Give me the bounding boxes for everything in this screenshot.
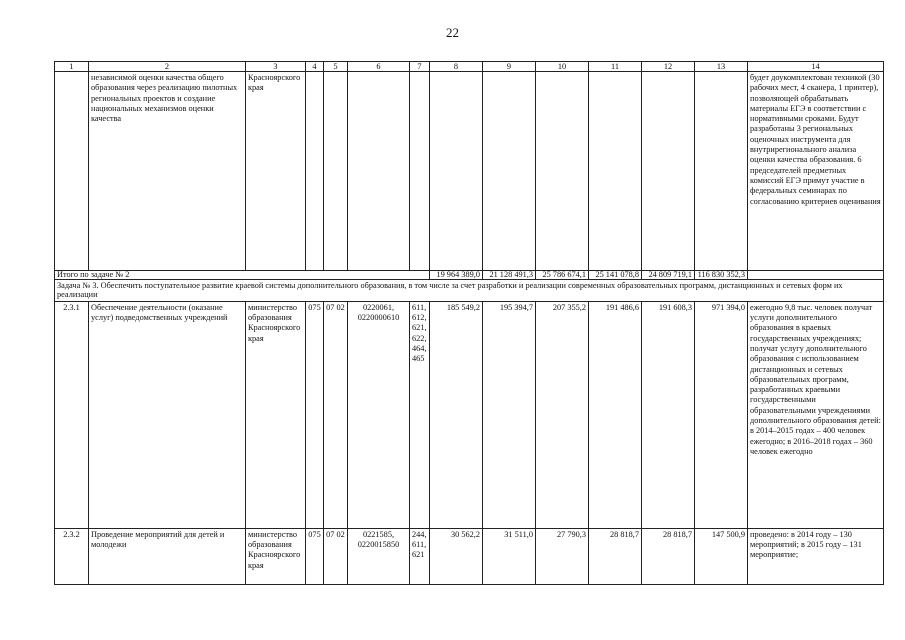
vr-code-line: 622, bbox=[412, 333, 427, 343]
vr-code-line: 621, bbox=[412, 323, 427, 333]
column-number: 9 bbox=[483, 62, 536, 72]
expected-result: проведено: в 2014 году – 130 мероприятий; в 2015 году – 131 мероприятие; bbox=[748, 528, 884, 584]
cell-empty bbox=[410, 72, 430, 271]
csr-code-line: 0220000610 bbox=[357, 313, 400, 323]
expected-result: будет доукомплектован техникой (30 рабочих мест, 4 сканера, 1 принтер), позволяющей обрабатывать материалы ЕГЭ в соответствии с нормативными сроками. Будут разработаны 3 региональных оценочных инструмента для внутрирегионального анализа оценки качества образования. 6 председателей предметных комиссий ЕГЭ примут участие в федеральных семинарах по согласованию критериев оценивания bbox=[748, 72, 884, 271]
column-number: 11 bbox=[589, 62, 642, 72]
column-number: 14 bbox=[748, 62, 884, 72]
vr-code bbox=[410, 301, 430, 528]
amount: 30 562,2 bbox=[430, 528, 483, 584]
vr-code-line: 244, bbox=[412, 529, 427, 539]
amount-total: 971 394,0 bbox=[695, 301, 748, 528]
cell-empty bbox=[324, 72, 348, 271]
amount-total: 147 500,9 bbox=[695, 528, 748, 584]
executor: Красноярского края bbox=[246, 72, 306, 271]
csr-code-line: 0221585, bbox=[362, 529, 395, 539]
row-number: 2.3.1 bbox=[55, 301, 89, 528]
vr-code-line: 611, bbox=[412, 540, 427, 550]
total-value: 24 809 719,1 bbox=[642, 271, 695, 280]
amount: 191 608,3 bbox=[642, 301, 695, 528]
column-number: 13 bbox=[695, 62, 748, 72]
total-value: 21 128 491,3 bbox=[483, 271, 536, 280]
column-number: 5 bbox=[324, 62, 348, 72]
cell-empty bbox=[483, 72, 536, 271]
total-value: 116 830 352,3 bbox=[695, 271, 748, 280]
measure-name: независимой оценки качества общего образования через реализацию пилотных региональных проектов и создание национальных механизмов оценки качества bbox=[89, 72, 246, 271]
table-row bbox=[55, 72, 884, 271]
table-row bbox=[55, 528, 884, 584]
rzpr-code: 07 02 bbox=[324, 528, 348, 584]
task-heading: Задача № 3. Обеспечить поступательное развитие краевой системы дополнительного образования, в том числе за счет разработки и реализации современных образовательных программ, дистанционных и сетевых форм их реализации bbox=[55, 280, 884, 302]
amount: 207 355,2 bbox=[536, 301, 589, 528]
cell-empty bbox=[589, 72, 642, 271]
cell-empty bbox=[748, 271, 884, 280]
csr-code-line: 0220061, bbox=[362, 302, 395, 312]
column-number: 12 bbox=[642, 62, 695, 72]
csr-code bbox=[348, 528, 410, 584]
csr-code bbox=[348, 301, 410, 528]
column-number: 10 bbox=[536, 62, 589, 72]
measure-name: Обеспечение деятельности (оказание услуг) подведомственных учреждений bbox=[89, 301, 246, 528]
amount: 27 790,3 bbox=[536, 528, 589, 584]
column-number: 1 bbox=[55, 62, 89, 72]
csr-code-line: 0220015850 bbox=[357, 540, 400, 550]
amount: 195 394,7 bbox=[483, 301, 536, 528]
column-number: 8 bbox=[430, 62, 483, 72]
vr-code-line: 611, bbox=[412, 302, 427, 312]
task-heading-row bbox=[55, 280, 884, 302]
cell-empty bbox=[695, 72, 748, 271]
rzpr-code: 07 02 bbox=[324, 301, 348, 528]
table-row bbox=[55, 301, 884, 528]
grbs-code: 075 bbox=[306, 301, 324, 528]
column-number-row bbox=[55, 62, 884, 72]
cell-empty bbox=[55, 72, 89, 271]
measure-name: Проведение мероприятий для детей и молодежи bbox=[89, 528, 246, 584]
vr-code bbox=[410, 528, 430, 584]
column-number: 2 bbox=[89, 62, 246, 72]
total-value: 25 786 674,1 bbox=[536, 271, 589, 280]
amount: 28 818,7 bbox=[642, 528, 695, 584]
executor: министерство образования Красноярского края bbox=[246, 301, 306, 528]
program-table bbox=[54, 61, 884, 585]
cell-empty bbox=[536, 72, 589, 271]
amount: 191 486,6 bbox=[589, 301, 642, 528]
total-value: 19 964 389,0 bbox=[430, 271, 483, 280]
vr-code-line: 612, bbox=[412, 313, 427, 323]
total-row bbox=[55, 271, 884, 280]
cell-empty bbox=[348, 72, 410, 271]
expected-result: ежегодно 9,8 тыс. человек получат услуги дополнительного образования в краевых государственных учреждениях; получат услугу дополнительного образования с использованием дистанционных и сетевых образовательных программ, разработанных краевыми государственными образовательными учреждениями дополнительного образования детей: в 2014–2015 годах – 400 человек ежегодно; в 2016–2018 годах – 360 человек ежегодно bbox=[748, 301, 884, 528]
column-number: 3 bbox=[246, 62, 306, 72]
row-number: 2.3.2 bbox=[55, 528, 89, 584]
vr-code-line: 465 bbox=[412, 354, 425, 364]
grbs-code: 075 bbox=[306, 528, 324, 584]
vr-code-line: 464, bbox=[412, 344, 427, 353]
total-value: 25 141 078,8 bbox=[589, 271, 642, 280]
executor: министерство образования Красноярского края bbox=[246, 528, 306, 584]
column-number: 4 bbox=[306, 62, 324, 72]
amount: 185 549,2 bbox=[430, 301, 483, 528]
cell-empty bbox=[430, 72, 483, 271]
total-label: Итого по задаче № 2 bbox=[55, 271, 430, 280]
amount: 31 511,0 bbox=[483, 528, 536, 584]
amount: 28 818,7 bbox=[589, 528, 642, 584]
column-number: 6 bbox=[348, 62, 410, 72]
page-number: 22 bbox=[446, 25, 459, 40]
cell-empty bbox=[642, 72, 695, 271]
column-number: 7 bbox=[410, 62, 430, 72]
vr-code-line: 621 bbox=[412, 550, 425, 560]
cell-empty bbox=[306, 72, 324, 271]
